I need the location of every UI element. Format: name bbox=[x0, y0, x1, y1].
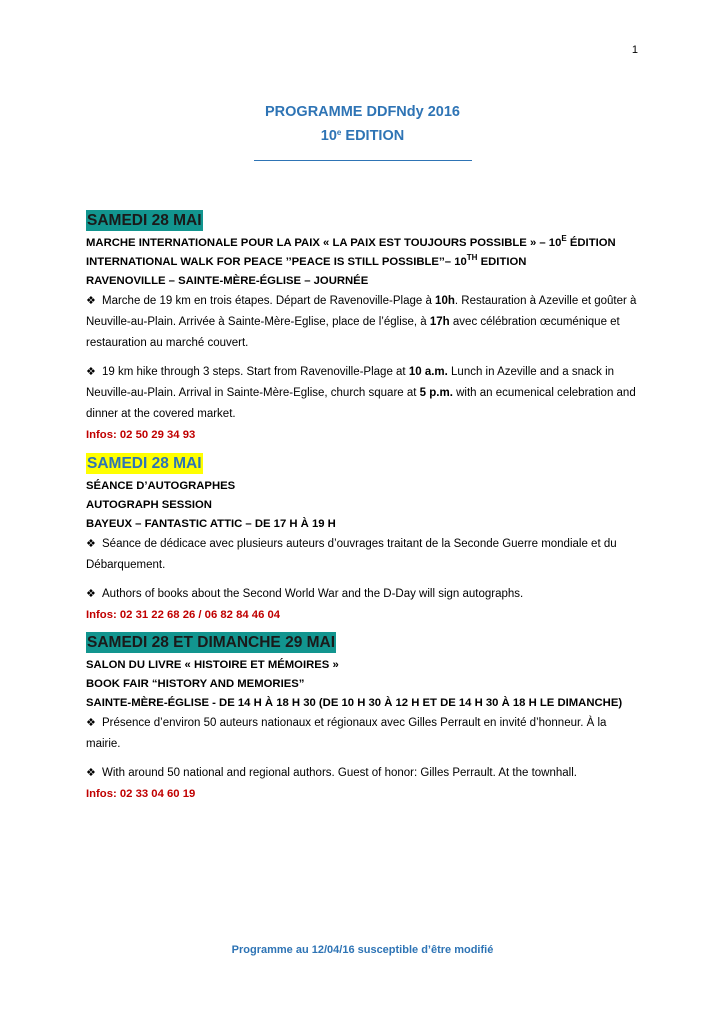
event-2-infos: Infos: 02 31 22 68 26 / 06 82 84 46 04 bbox=[86, 609, 281, 621]
bullet-icon: ❖ bbox=[86, 717, 96, 729]
event-1 bbox=[86, 210, 638, 445]
event-1-title-en: INTERNATIONAL WALK FOR PEACE ’’PEACE IS STILL POSSIBLE’’– 10TH EDITION bbox=[86, 253, 527, 268]
event-1-description-fr: ❖ Marche de 19 km en trois étapes. Départ de Ravenoville-Plage à 10h. Restauration à Azeville et goûter à Neuville-au-Plain. Arrivée à Sainte-Mère-Eglise, place de l’église, à 17h avec célébration œcuménique et restauration au marché couvert. bbox=[86, 291, 638, 354]
event-1-location: RAVENOVILLE – SAINTE-MÈRE-ÉGLISE – JOURNÉE bbox=[86, 275, 369, 287]
event-3-title-fr: SALON DU LIVRE « HISTOIRE ET MÉMOIRES » bbox=[86, 659, 339, 671]
document-title bbox=[0, 100, 725, 161]
event-3-infos: Infos: 02 33 04 60 19 bbox=[86, 788, 196, 800]
bullet-icon: ❖ bbox=[86, 538, 96, 550]
event-2-title-fr: SÉANCE D’AUTOGRAPHES bbox=[86, 480, 236, 492]
event-3-heading: SAMEDI 28 ET DIMANCHE 29 MAI bbox=[87, 634, 336, 651]
event-1-infos: Infos: 02 50 29 34 93 bbox=[86, 429, 196, 441]
event-2-heading: SAMEDI 28 MAI bbox=[87, 455, 202, 472]
title-underline bbox=[254, 160, 472, 161]
bullet-icon: ❖ bbox=[86, 767, 96, 779]
event-3-description-en: ❖ With around 50 national and regional authors. Guest of honor: Gilles Perrault. At the townhall. bbox=[86, 763, 638, 784]
event-1-description-en: ❖ 19 km hike through 3 steps. Start from Ravenoville-Plage at 10 a.m. Lunch in Azeville and a snack in Neuville-au-Plain. Arrival in Sainte-Mère-Eglise, church square at 5 p.m. with an ecumenical celebration and dinner at the covered market. bbox=[86, 362, 638, 425]
bullet-icon: ❖ bbox=[86, 588, 96, 600]
event-3-title-en: BOOK FAIR “HISTORY AND MEMORIES” bbox=[86, 678, 305, 690]
event-2-location: BAYEUX – FANTASTIC ATTIC – DE 17 H À 19 H bbox=[86, 518, 336, 530]
bullet-icon: ❖ bbox=[86, 295, 96, 307]
event-2 bbox=[86, 453, 638, 625]
event-1-title-fr: MARCHE INTERNATIONALE POUR LA PAIX « LA PAIX EST TOUJOURS POSSIBLE » – $10^E$ ÉDITION bbox=[86, 234, 616, 249]
event-2-description-fr: ❖ Séance de dédicace avec plusieurs auteurs d’ouvrages traitant de la Seconde Guerre mondiale et du Débarquement. bbox=[86, 534, 638, 576]
event-3-location: SAINTE-MÈRE-ÉGLISE - DE 14 H À 18 H 30 (DE 10 H 30 À 12 H ET DE 14 H 30 À 18 H LE DIMANCHE) bbox=[86, 697, 623, 709]
event-3-description-fr: ❖ Présence d’environ 50 auteurs nationaux et régionaux avec Gilles Perrault en invité d’honneur. À la mairie. bbox=[86, 713, 638, 755]
event-1-heading: SAMEDI 28 MAI bbox=[87, 212, 202, 229]
event-2-title-en: AUTOGRAPH SESSION bbox=[86, 499, 212, 511]
bullet-icon: ❖ bbox=[86, 366, 96, 378]
event-2-description-en: ❖ Authors of books about the Second World War and the D-Day will sign autographs. bbox=[86, 584, 638, 605]
title-line-1: PROGRAMME DDFNdy 2016 bbox=[265, 104, 460, 120]
title-line-2: 10e EDITION bbox=[320, 128, 405, 144]
page-number: 1 bbox=[631, 44, 638, 56]
footer-note: Programme au 12/04/16 susceptible d’être modifié bbox=[231, 944, 494, 956]
event-3 bbox=[86, 632, 638, 804]
